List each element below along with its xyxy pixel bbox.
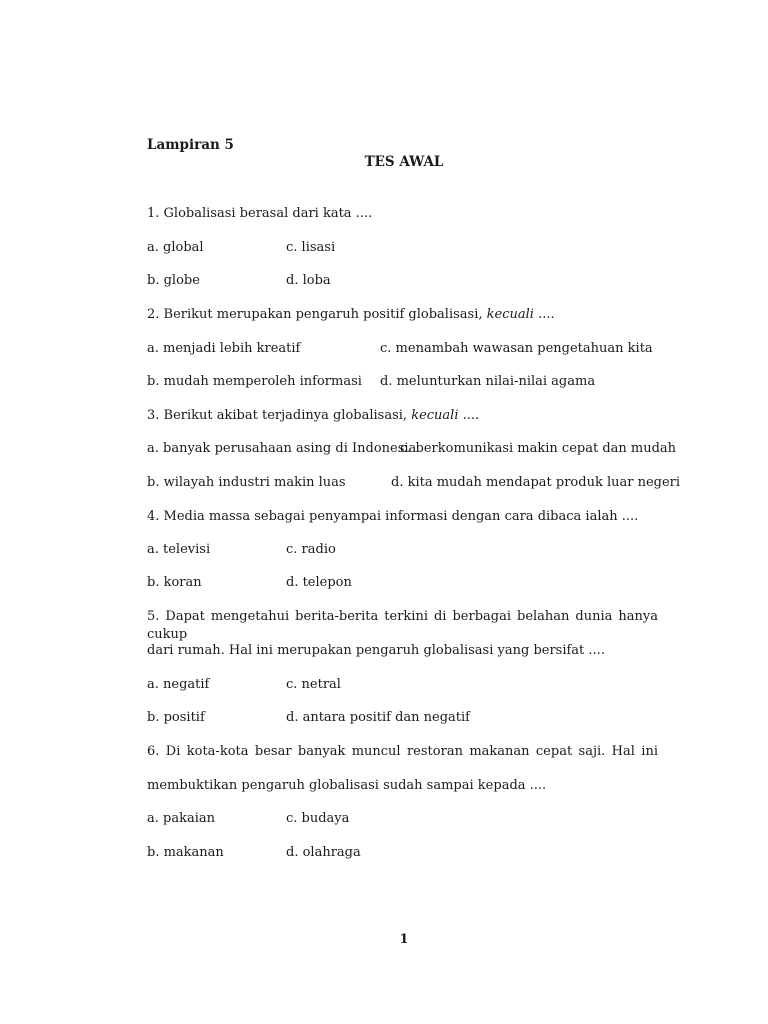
q1-option-d: d. loba	[286, 273, 331, 288]
q2-text-before: 2. Berikut merupakan pengaruh positif globalisasi,	[147, 307, 487, 322]
q3-option-b: b. wilayah industri makin luas	[147, 475, 346, 490]
q4-option-c: c. radio	[286, 542, 336, 557]
page-number: 1	[399, 932, 409, 947]
q3-option-a: a. banyak perusahaan asing di Indonesia	[147, 441, 417, 456]
q2-option-d: d. melunturkan nilai-nilai agama	[380, 374, 596, 389]
q2-option-b: b. mudah memperoleh informasi	[147, 374, 362, 389]
q3-text-after: ....	[458, 408, 480, 423]
question-2	[147, 306, 658, 324]
question-1: 1. Globalisasi berasal dari kata ....	[147, 206, 373, 221]
q4-option-b: b. koran	[147, 575, 202, 590]
q3-emphasis: kecuali	[411, 408, 459, 423]
q4-option-a: a. televisi	[147, 542, 211, 557]
q1-option-c: c. lisasi	[286, 240, 336, 255]
q2-emphasis: kecuali	[486, 307, 534, 322]
question-6-line-2: membuktikan pengaruh globalisasi sudah sampai kepada ....	[147, 778, 547, 793]
q2-option-c: c. menambah wawasan pengetahuan kita	[380, 341, 653, 356]
q1-option-b: b. globe	[147, 273, 200, 288]
q2-text-after: ....	[533, 307, 555, 322]
q6-option-c: c. budaya	[286, 811, 350, 826]
page-title: TES AWAL	[364, 154, 444, 170]
appendix-label: Lampiran 5	[147, 137, 234, 153]
q5-option-b: b. positif	[147, 710, 205, 725]
q5-option-c: c. netral	[286, 677, 341, 692]
q1-option-a: a. global	[147, 240, 204, 255]
q6-option-b: b. makanan	[147, 845, 224, 860]
q5-option-a: a. negatif	[147, 677, 210, 692]
q3-option-c: c. berkomunikasi makin cepat dan mudah	[400, 441, 677, 456]
question-4: 4. Media massa sebagai penyampai informasi dengan cara dibaca ialah ....	[147, 509, 639, 524]
question-3	[147, 407, 658, 425]
q4-option-d: d. telepon	[286, 575, 352, 590]
q3-text-before: 3. Berikut akibat terjadinya globalisasi,	[147, 408, 412, 423]
q6-option-a: a. pakaian	[147, 811, 215, 826]
question-6-line-1: 6. Di kota-kota besar banyak muncul restoran makanan cepat saji. Hal ini	[147, 744, 658, 759]
question-5-line-1: 5. Dapat mengetahui berita-berita terkini di berbagai belahan dunia hanya cukup	[147, 609, 658, 642]
question-5-line-2: dari rumah. Hal ini merupakan pengaruh globalisasi yang bersifat ....	[147, 643, 605, 658]
q6-option-d: d. olahraga	[286, 845, 361, 860]
q3-option-d: d. kita mudah mendapat produk luar negeri	[391, 475, 681, 490]
q5-option-d: d. antara positif dan negatif	[286, 710, 470, 725]
q2-option-a: a. menjadi lebih kreatif	[147, 341, 301, 356]
